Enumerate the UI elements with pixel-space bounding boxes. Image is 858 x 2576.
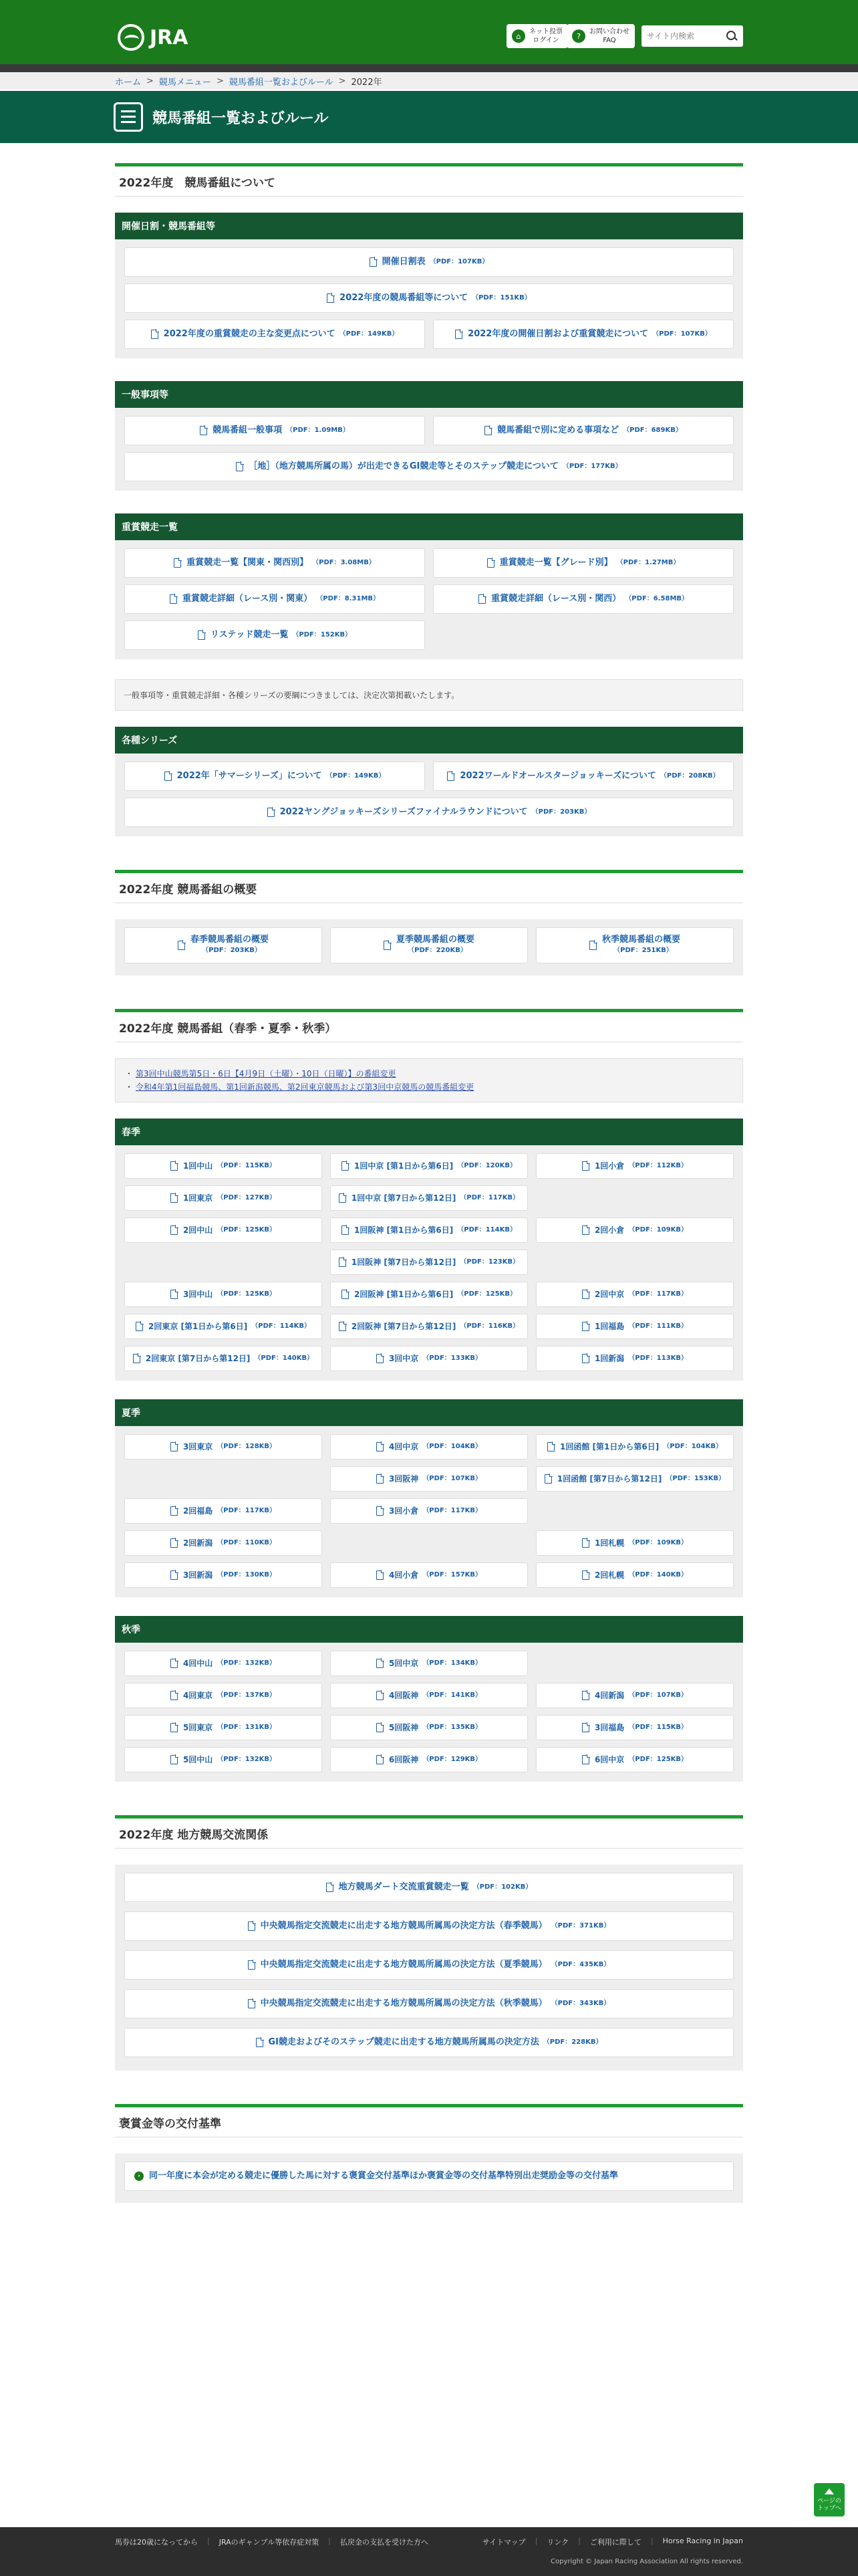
- pdf-link[interactable]: 重賞競走詳細（レース別・関東） （PDF：8.31MB）: [124, 584, 425, 614]
- subsection-heading: 重賞競走一覧: [115, 513, 743, 540]
- program-pdf-link[interactable]: 2回東京 [第1日から第6日] （PDF：114KB）: [124, 1314, 322, 1339]
- pdf-icon: [339, 1258, 346, 1267]
- program-pdf-link[interactable]: 3回中京 （PDF：133KB）: [330, 1346, 528, 1371]
- pdf-icon: [376, 1474, 384, 1484]
- footer-link[interactable]: リンク: [547, 2538, 569, 2547]
- main-content: [115, 163, 743, 2203]
- program-pdf-link[interactable]: 3回東京 （PDF：128KB）: [124, 1434, 322, 1459]
- pdf-icon: [200, 426, 207, 435]
- subsection-heading: 夏季: [115, 1399, 743, 1426]
- program-pdf-link[interactable]: 1回函館 [第7日から第12日] （PDF：153KB）: [536, 1466, 734, 1492]
- pdf-icon: [582, 1723, 589, 1732]
- pdf-icon: [582, 1161, 589, 1171]
- footer-link[interactable]: ご利用に際して: [589, 2538, 641, 2547]
- pdf-icon: [487, 558, 494, 568]
- program-pdf-link[interactable]: 5回阪神 （PDF：135KB）: [330, 1715, 528, 1740]
- program-pdf-link[interactable]: 1回札幌 （PDF：109KB）: [536, 1530, 734, 1556]
- jra-logo-icon: [118, 24, 144, 51]
- page-title: 競馬番組一覧およびルール: [152, 110, 329, 127]
- logo-text: JRA: [150, 25, 188, 49]
- pdf-link[interactable]: ［地］（地方競馬所属の馬）が出走できるGI競走等とそのステップ競走について （PDF：177KB）: [124, 452, 734, 481]
- breadcrumb-home[interactable]: ホーム: [115, 77, 142, 88]
- program-pdf-link[interactable]: 2回阪神 [第1日から第6日] （PDF：125KB）: [330, 1282, 528, 1307]
- program-pdf-link[interactable]: 2回札幌 （PDF：140KB）: [536, 1562, 734, 1588]
- pdf-icon: [545, 1474, 552, 1484]
- change-notice-links: ・ 第3回中山競馬第5日・6日【4月9日（土曜）・10日（日曜）】の番組変更 ・ 令和4年第1回福島競馬、第1回新潟競馬、第2回東京競馬および第3回中京競馬の競馬番組変更: [115, 1058, 743, 1102]
- pdf-icon: [170, 594, 177, 604]
- program-pdf-link[interactable]: 4回阪神 （PDF：141KB）: [330, 1683, 528, 1708]
- pdf-link[interactable]: 2022年度の重賞競走の主な変更点について （PDF：149KB）: [124, 320, 425, 349]
- pdf-link[interactable]: 夏季競馬番組の概要 （PDF：220KB）: [330, 927, 528, 963]
- program-pdf-link[interactable]: 4回中山 （PDF：132KB）: [124, 1651, 322, 1676]
- pdf-link[interactable]: 重賞競走詳細（レース別・関西） （PDF：6.58MB）: [433, 584, 734, 614]
- button-group: [115, 753, 743, 836]
- pdf-icon: [198, 630, 205, 640]
- footer-link[interactable]: 払戻金の支払を受けた方へ: [339, 2538, 428, 2547]
- pdf-icon: [136, 1322, 143, 1331]
- pdf-icon: [582, 1538, 589, 1548]
- pdf-icon: [582, 1290, 589, 1299]
- program-pdf-link[interactable]: 2回中山 （PDF：125KB）: [124, 1217, 322, 1243]
- breadcrumb-list[interactable]: 競馬番組一覧およびルール: [229, 77, 333, 88]
- subsection-heading: 春季: [115, 1119, 743, 1145]
- pdf-icon: [384, 941, 391, 950]
- program-pdf-link[interactable]: 3回小倉 （PDF：117KB）: [330, 1498, 528, 1524]
- pdf-icon: [267, 808, 275, 817]
- breadcrumb-menu[interactable]: 競馬メニュー: [158, 77, 211, 88]
- page-title-bar: [0, 91, 858, 143]
- pdf-icon: [589, 941, 597, 950]
- pdf-link[interactable]: 2022年度の開催日割および重賞競走について （PDF：107KB）: [433, 320, 734, 349]
- question-icon: ?: [572, 29, 585, 43]
- pdf-link[interactable]: GI競走およびそのステップ競走に出走する地方競馬所属馬の決定方法 （PDF：228KB）: [124, 2028, 734, 2057]
- pdf-icon: [376, 1723, 384, 1732]
- pdf-icon: [341, 1225, 349, 1235]
- net-vote-login-button[interactable]: ⌂ ネット投票 ログイン: [507, 24, 568, 48]
- program-pdf-link[interactable]: 3回新潟 （PDF：130KB）: [124, 1562, 322, 1588]
- footer-link[interactable]: サイトマップ: [482, 2538, 526, 2547]
- pdf-icon: [170, 1225, 178, 1235]
- program-pdf-link[interactable]: 6回中京 （PDF：125KB）: [536, 1747, 734, 1772]
- section-heading: 2022年度 競馬番組の概要: [115, 870, 743, 903]
- pdf-icon: [170, 1161, 178, 1171]
- program-pdf-link[interactable]: 4回小倉 （PDF：157KB）: [330, 1562, 528, 1588]
- global-nav: [0, 64, 858, 72]
- pdf-icon: [170, 1193, 178, 1203]
- program-change-link[interactable]: 第3回中山競馬第5日・6日【4月9日（土曜）・10日（日曜）】の番組変更: [136, 1069, 396, 1078]
- footer-link[interactable]: 馬券は20歳になってから: [115, 2538, 198, 2547]
- copyright: Copyright © Japan Racing Association All rights reserved.: [551, 2558, 743, 2565]
- program-pdf-link[interactable]: 2回阪神 [第7日から第12日] （PDF：116KB）: [330, 1314, 528, 1339]
- program-pdf-link[interactable]: 3回福島 （PDF：115KB）: [536, 1715, 734, 1740]
- pdf-icon: [164, 772, 172, 781]
- pdf-icon: [370, 257, 377, 267]
- pdf-icon: [170, 1442, 178, 1451]
- breadcrumb-current: 2022年: [351, 77, 382, 88]
- pdf-icon: [376, 1691, 384, 1700]
- summer-program-group: [115, 1426, 743, 1597]
- site-search: [641, 25, 743, 47]
- pdf-icon: [248, 1999, 255, 2008]
- button-group: [115, 540, 743, 659]
- pdf-icon: [236, 462, 243, 471]
- program-pdf-link[interactable]: 2回福島 （PDF：117KB）: [124, 1498, 322, 1524]
- subsection-heading: 秋季: [115, 1616, 743, 1643]
- program-pdf-link[interactable]: 1回阪神 [第1日から第6日] （PDF：114KB）: [330, 1217, 528, 1243]
- pdf-link[interactable]: 中央競馬指定交流競走に出走する地方競馬所属馬の決定方法（秋季競馬） （PDF：343KB）: [124, 1989, 734, 2018]
- program-pdf-link[interactable]: 1回小倉 （PDF：112KB）: [536, 1153, 734, 1179]
- pdf-icon: [582, 1354, 589, 1363]
- program-pdf-link[interactable]: 1回函館 [第1日から第6日] （PDF：104KB）: [536, 1434, 734, 1459]
- reward-standards-link[interactable]: › 同一年度に本会が定める競走に優勝した馬に対する褒賞金交付基準ほか褒賞金等の交付基準特別出走奨励金等の交付基準: [124, 2161, 734, 2191]
- button-group: [115, 408, 743, 491]
- program-pdf-link[interactable]: 2回東京 [第7日から第12日] （PDF：140KB）: [124, 1346, 322, 1371]
- pdf-icon: [484, 426, 492, 435]
- breadcrumb: ホーム > 競馬メニュー > 競馬番組一覧およびルール > 2022年: [0, 72, 858, 90]
- footer-link[interactable]: JRAのギャンブル等依存症対策: [219, 2538, 319, 2547]
- program-pdf-link[interactable]: 1回東京 （PDF：127KB）: [124, 1185, 322, 1211]
- pdf-link[interactable]: 中央競馬指定交流競走に出走する地方競馬所属馬の決定方法（夏季競馬） （PDF：435KB）: [124, 1950, 734, 1980]
- pdf-icon: [341, 1290, 349, 1299]
- pdf-icon: [582, 1755, 589, 1764]
- pdf-icon: [582, 1570, 589, 1580]
- program-pdf-link[interactable]: 1回新潟 （PDF：113KB）: [536, 1346, 734, 1371]
- pdf-icon: [478, 594, 486, 604]
- section-heading: 褒賞金等の交付基準: [115, 2104, 743, 2137]
- pdf-icon: [339, 1322, 346, 1331]
- program-pdf-link[interactable]: 1回中京 [第1日から第6日] （PDF：120KB）: [330, 1153, 528, 1179]
- pdf-link[interactable]: 2022年「サマーシリーズ」について （PDF：149KB）: [124, 762, 425, 791]
- pdf-link[interactable]: 競馬番組一般事項 （PDF：1.09MB）: [124, 416, 425, 445]
- pdf-link[interactable]: 秋季競馬番組の概要 （PDF：251KB）: [536, 927, 734, 963]
- program-pdf-link[interactable]: 5回東京 （PDF：131KB）: [124, 1715, 322, 1740]
- button-group: [115, 919, 743, 975]
- pdf-icon: [376, 1570, 384, 1580]
- pdf-icon: [170, 1506, 178, 1516]
- list-icon: [114, 102, 143, 132]
- program-pdf-link[interactable]: 5回中京 （PDF：134KB）: [330, 1651, 528, 1676]
- pdf-icon: [248, 1960, 255, 1970]
- section-heading: 2022年度 地方競馬交流関係: [115, 1815, 743, 1849]
- button-group: [115, 239, 743, 358]
- site-footer: 馬券は20歳になってから | JRAのギャンブル等依存症対策 | 払戻金の支払を受けた方へ サイトマップ | リンク | ご利用に際して | Horse Racing in Japan Copyright © Japan Racing Association All rights reserved.: [0, 2527, 858, 2576]
- program-pdf-link[interactable]: 1回阪神 [第7日から第12日] （PDF：123KB）: [330, 1250, 528, 1275]
- program-pdf-link[interactable]: 2回中京 （PDF：117KB）: [536, 1282, 734, 1307]
- subsection-heading: 開催日割・競馬番組等: [115, 213, 743, 239]
- program-pdf-link[interactable]: 3回阪神 （PDF：107KB）: [330, 1466, 528, 1492]
- spring-program-group: [115, 1145, 743, 1381]
- page-top-button[interactable]: ページの トップへ: [814, 2483, 845, 2516]
- login-icon: ⌂: [512, 29, 525, 43]
- program-pdf-link[interactable]: 3回中山 （PDF：125KB）: [124, 1282, 322, 1307]
- pdf-link[interactable]: 春季競馬番組の概要 （PDF：203KB）: [124, 927, 322, 963]
- program-pdf-link[interactable]: 1回中京 [第7日から第12日] （PDF：117KB）: [330, 1185, 528, 1211]
- pdf-icon: [376, 1506, 384, 1516]
- pdf-icon: [170, 1570, 178, 1580]
- program-pdf-link[interactable]: 6回阪神 （PDF：129KB）: [330, 1747, 528, 1772]
- search-icon[interactable]: [722, 27, 740, 45]
- button-group: [115, 1865, 743, 2071]
- faq-button[interactable]: ? お問い合わせ FAQ: [567, 24, 635, 48]
- pdf-icon: [582, 1691, 589, 1700]
- footer-link[interactable]: Horse Racing in Japan: [662, 2537, 743, 2545]
- program-pdf-link[interactable]: 2回新潟 （PDF：110KB）: [124, 1530, 322, 1556]
- pdf-icon: [326, 1883, 333, 1892]
- program-pdf-link[interactable]: 5回中山 （PDF：132KB）: [124, 1747, 322, 1772]
- pdf-icon: [256, 2038, 263, 2047]
- button-group: [115, 2153, 743, 2203]
- pdf-link[interactable]: 重賞競走一覧【グレード別】 （PDF：1.27MB）: [433, 548, 734, 578]
- notice-text: 一般事項等・重賞競走詳細・各種シリーズの要綱につきましては、決定次第掲載いたします。: [115, 679, 743, 711]
- pdf-link[interactable]: 競馬番組で別に定める事項など （PDF：689KB）: [433, 416, 734, 445]
- pdf-icon: [582, 1225, 589, 1235]
- pdf-icon: [376, 1442, 384, 1451]
- pdf-icon: [376, 1755, 384, 1764]
- pdf-icon: [447, 772, 454, 781]
- pdf-link[interactable]: 地方競馬ダート交流重賞競走一覧 （PDF：102KB）: [124, 1873, 734, 1902]
- program-pdf-link[interactable]: 4回新潟 （PDF：107KB）: [536, 1683, 734, 1708]
- program-pdf-link[interactable]: 1回福島 （PDF：111KB）: [536, 1314, 734, 1339]
- program-pdf-link[interactable]: 2回小倉 （PDF：109KB）: [536, 1217, 734, 1243]
- pdf-icon: [339, 1193, 346, 1203]
- subsection-heading: 一般事項等: [115, 381, 743, 408]
- pdf-icon: [170, 1691, 178, 1700]
- pdf-icon: [327, 294, 334, 303]
- pdf-link[interactable]: 中央競馬指定交流競走に出走する地方競馬所属馬の決定方法（春季競馬） （PDF：371KB）: [124, 1911, 734, 1941]
- autumn-program-group: [115, 1643, 743, 1782]
- pdf-link[interactable]: 2022年度の競馬番組等について （PDF：151KB）: [124, 283, 734, 313]
- subsection-heading: 各種シリーズ: [115, 727, 743, 753]
- pdf-link[interactable]: 2022ヤングジョッキーズシリーズファイナルラウンドについて （PDF：203KB）: [124, 798, 734, 827]
- section-heading: 2022年度 競馬番組について: [115, 163, 743, 197]
- pdf-link[interactable]: 2022ワールドオールスタージョッキーズについて （PDF：208KB）: [433, 762, 734, 791]
- pdf-icon: [170, 1538, 178, 1548]
- program-pdf-link[interactable]: 4回中京 （PDF：104KB）: [330, 1434, 528, 1459]
- pdf-icon: [170, 1723, 178, 1732]
- pdf-icon: [170, 1290, 178, 1299]
- search-input[interactable]: [641, 27, 722, 45]
- pdf-icon: [170, 1659, 178, 1668]
- program-change-link[interactable]: 令和4年第1回福島競馬、第1回新潟競馬、第2回東京競馬および第3回中京競馬の競馬番組変更: [136, 1082, 474, 1092]
- pdf-icon: [178, 941, 185, 950]
- pdf-icon: [455, 330, 462, 339]
- pdf-link[interactable]: リステッド競走一覧 （PDF：152KB）: [124, 620, 425, 650]
- pdf-link[interactable]: 開催日割表 （PDF：107KB）: [124, 247, 734, 277]
- pdf-icon: [547, 1442, 555, 1451]
- program-pdf-link[interactable]: 4回東京 （PDF：137KB）: [124, 1683, 322, 1708]
- pdf-icon: [170, 1755, 178, 1764]
- pdf-icon: [151, 330, 158, 339]
- arrow-right-icon: ›: [134, 2172, 144, 2181]
- pdf-icon: [133, 1354, 140, 1363]
- program-pdf-link[interactable]: 1回中山 （PDF：115KB）: [124, 1153, 322, 1179]
- jra-logo[interactable]: [118, 24, 188, 51]
- pdf-icon: [174, 558, 181, 568]
- pdf-icon: [376, 1659, 384, 1668]
- pdf-icon: [582, 1322, 589, 1331]
- pdf-link[interactable]: 重賞競走一覧【関東・関西別】 （PDF：3.08MB）: [124, 548, 425, 578]
- pdf-icon: [248, 1921, 255, 1931]
- section-heading: 2022年度 競馬番組（春季・夏季・秋季）: [115, 1009, 743, 1042]
- pdf-icon: [376, 1354, 384, 1363]
- pdf-icon: [341, 1161, 349, 1171]
